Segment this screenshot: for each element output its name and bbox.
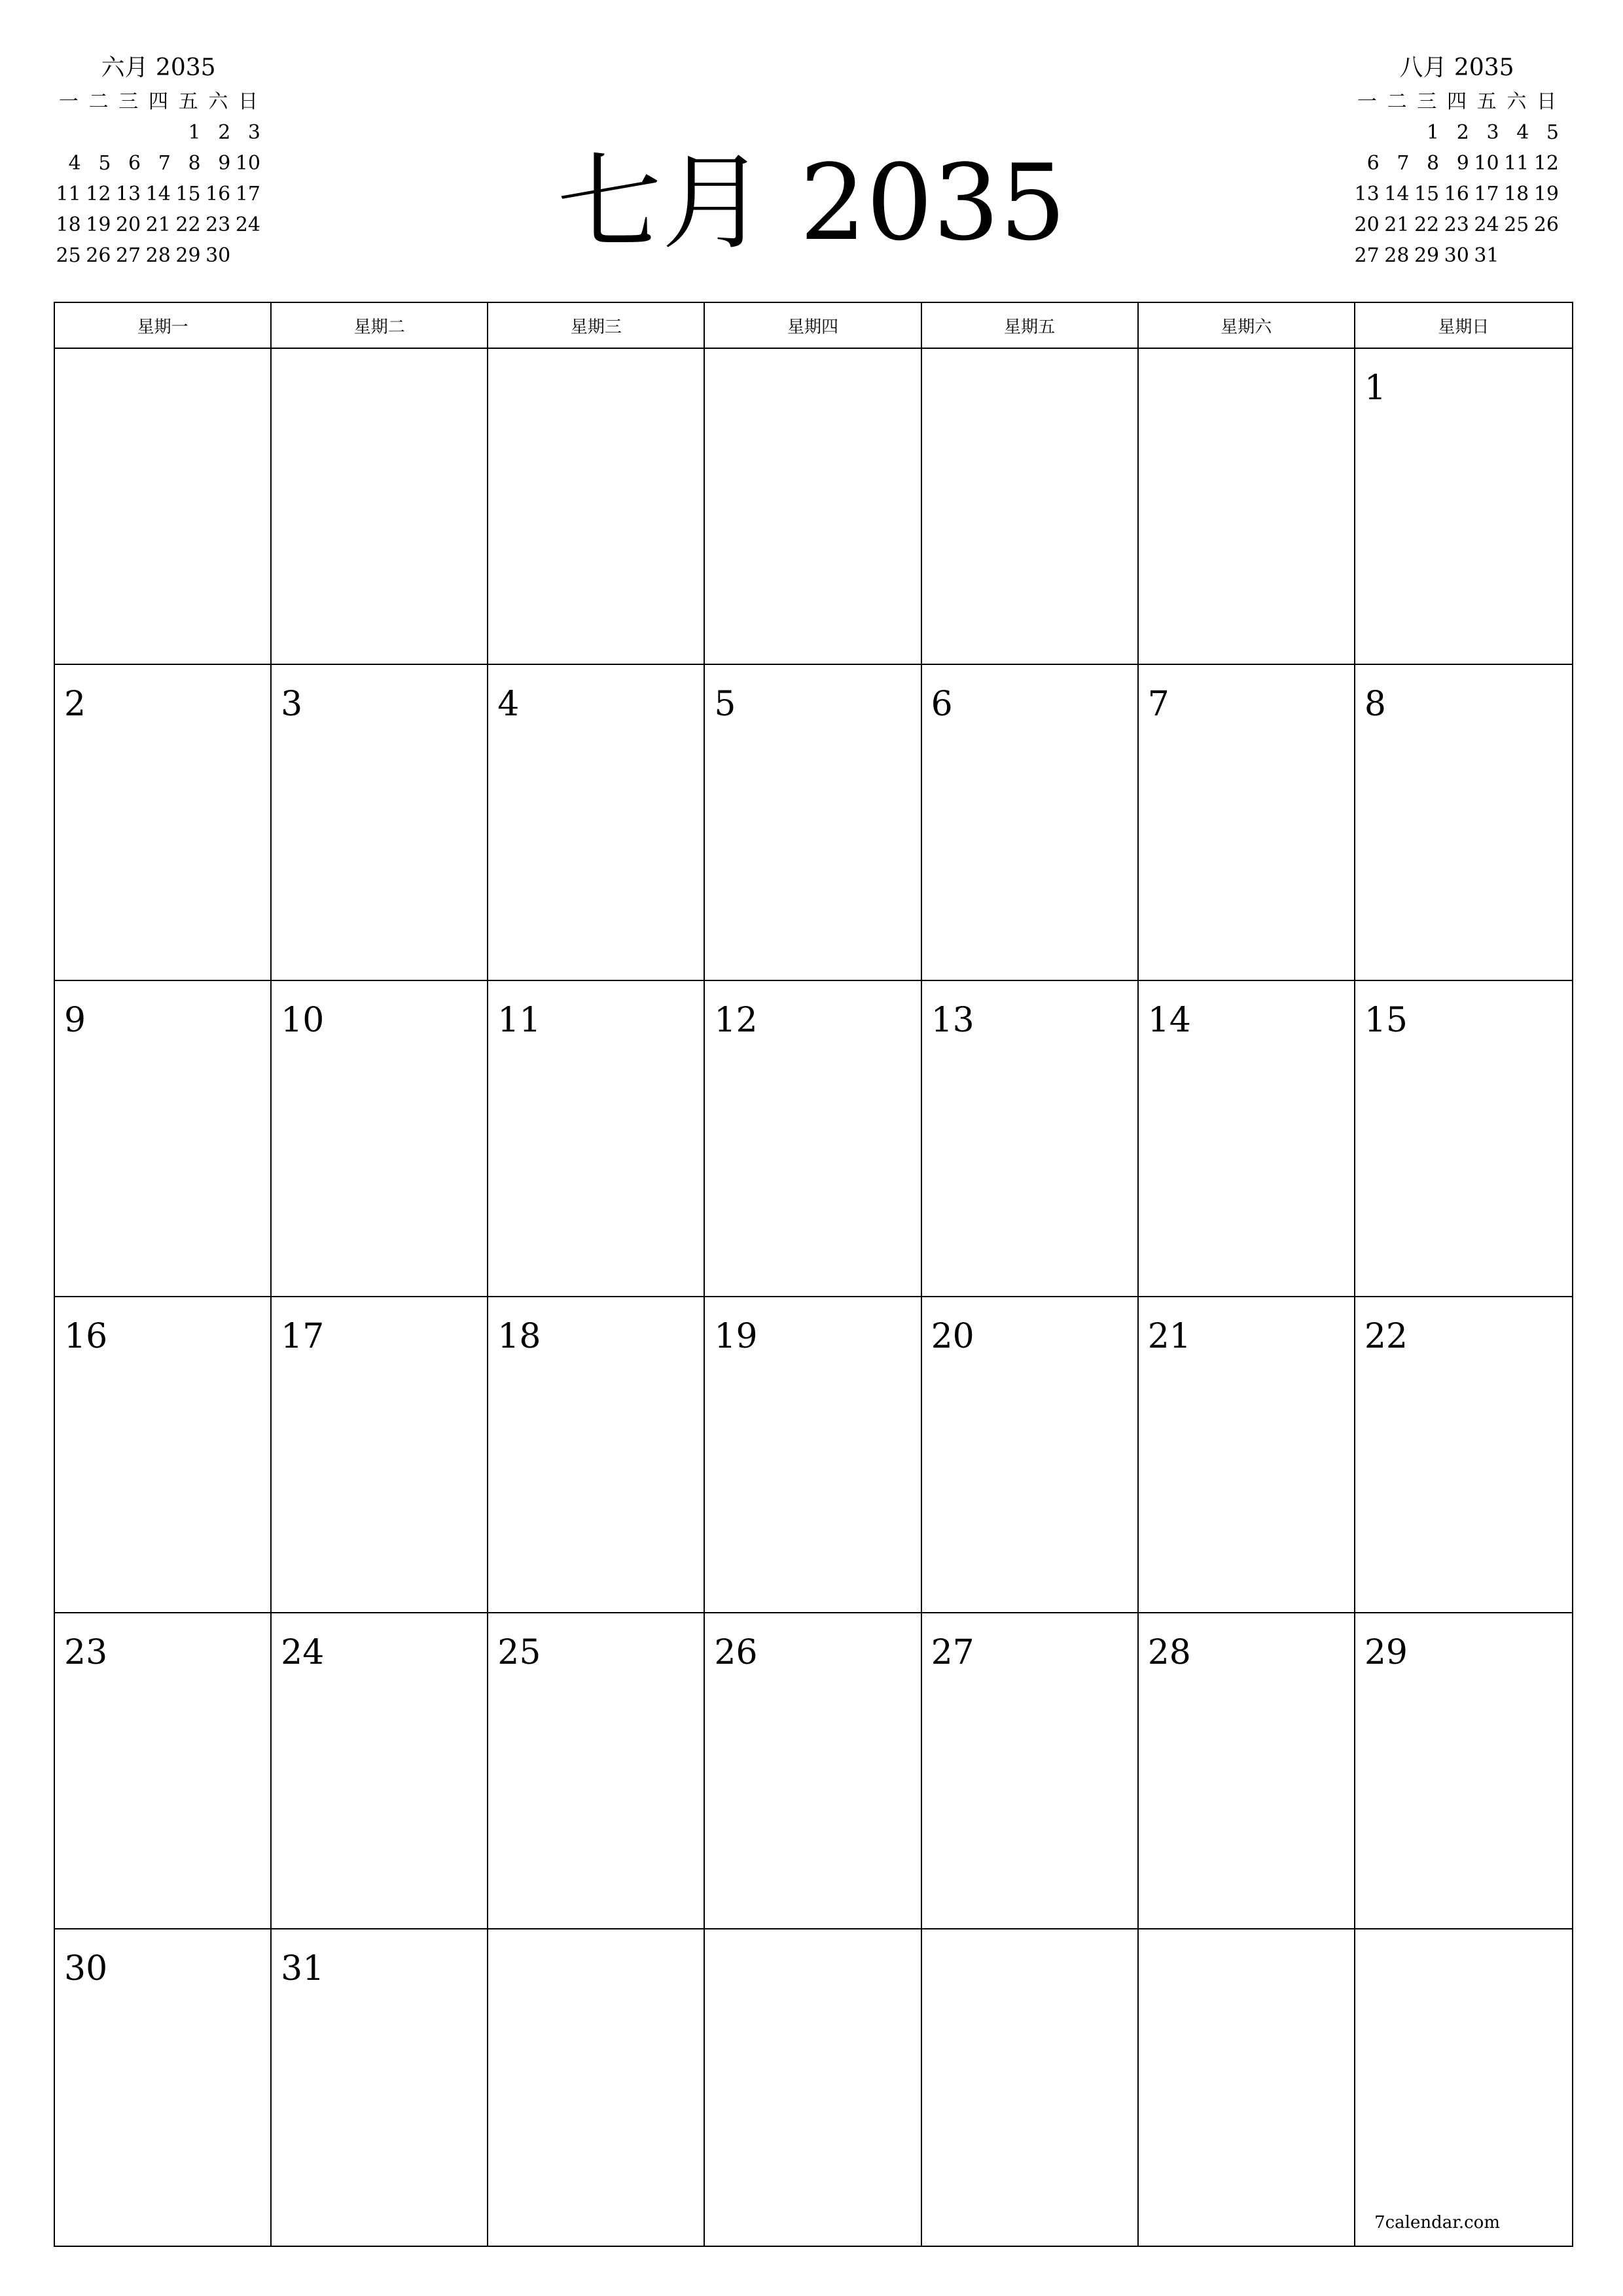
mini-day: 16 (1444, 183, 1469, 206)
mini-day: 12 (86, 183, 111, 206)
day-number: 4 (497, 685, 520, 724)
calendar-title: 七月 2035 (556, 141, 1067, 264)
weekday-header-monday: 星期一 (55, 303, 272, 349)
day-cell[interactable] (1355, 1613, 1572, 1929)
mini-day: 14 (145, 183, 171, 206)
mini-weekday: 二 (1387, 90, 1407, 113)
day-cell[interactable] (55, 665, 272, 981)
mini-day: 25 (1504, 213, 1529, 236)
mini-week-row (1352, 240, 1561, 271)
mini-day: 1 (1427, 121, 1440, 144)
mini-day: 23 (205, 213, 231, 236)
day-number: 10 (281, 1001, 325, 1040)
mini-weekday: 日 (1537, 90, 1557, 113)
day-cell[interactable] (55, 981, 272, 1297)
day-cell[interactable] (488, 1613, 705, 1929)
mini-calendar-weeks (54, 117, 263, 271)
mini-day: 22 (175, 213, 201, 236)
mini-weekday: 五 (1476, 90, 1497, 113)
day-number: 25 (497, 1633, 541, 1672)
weekday-header-friday: 星期五 (922, 303, 1139, 349)
mini-day: 5 (98, 152, 111, 175)
mini-day: 8 (1427, 152, 1440, 175)
mini-day (1502, 240, 1532, 271)
day-cell[interactable] (272, 1297, 488, 1613)
mini-day: 20 (115, 213, 141, 236)
mini-week-row (54, 209, 263, 240)
day-cell[interactable] (1355, 981, 1572, 1297)
mini-day: 18 (1504, 183, 1529, 206)
day-number: 18 (497, 1317, 541, 1356)
mini-day: 28 (1384, 244, 1410, 267)
mini-day: 1 (188, 121, 201, 144)
day-cell[interactable] (922, 1613, 1139, 1929)
weekday-header-thursday: 星期四 (705, 303, 921, 349)
mini-day: 17 (1474, 183, 1499, 206)
day-cell[interactable] (1139, 1929, 1355, 2246)
day-cell[interactable] (705, 349, 921, 665)
day-cell[interactable] (488, 1929, 705, 2246)
day-number: 17 (281, 1317, 325, 1356)
mini-day: 17 (235, 183, 260, 206)
mini-day: 30 (1444, 244, 1469, 267)
mini-day (1352, 117, 1382, 148)
mini-day: 28 (145, 244, 171, 267)
month-grid (54, 302, 1573, 2247)
mini-weekday: 二 (88, 90, 109, 113)
mini-day: 9 (218, 152, 231, 175)
mini-day: 18 (56, 213, 81, 236)
mini-day: 5 (1546, 121, 1559, 144)
mini-day: 16 (205, 183, 231, 206)
mini-day (1382, 117, 1412, 148)
day-cell[interactable] (1139, 981, 1355, 1297)
day-number: 26 (714, 1633, 758, 1672)
mini-day: 7 (1397, 152, 1410, 175)
mini-week-row (1352, 148, 1561, 179)
mini-calendar-next-month (1352, 50, 1561, 271)
day-cell[interactable] (272, 349, 488, 665)
mini-day: 8 (188, 152, 201, 175)
day-number: 31 (281, 1949, 325, 1988)
mini-day (54, 117, 84, 148)
mini-week-row (54, 179, 263, 209)
mini-day: 11 (1504, 152, 1529, 175)
mini-week-row (1352, 179, 1561, 209)
day-cell[interactable] (705, 1929, 921, 2246)
day-number: 30 (64, 1949, 108, 1988)
mini-weekday: 一 (1357, 90, 1377, 113)
day-number: 19 (714, 1317, 758, 1356)
weekday-header-sunday: 星期日 (1355, 303, 1572, 349)
mini-day: 21 (145, 213, 171, 236)
mini-day: 9 (1456, 152, 1469, 175)
mini-week-row (1352, 117, 1561, 148)
day-cell[interactable] (272, 1613, 488, 1929)
day-number: 6 (931, 685, 953, 724)
mini-day: 10 (1474, 152, 1499, 175)
day-cell[interactable] (488, 1297, 705, 1613)
mini-day: 2 (1456, 121, 1469, 144)
mini-day: 10 (235, 152, 260, 175)
day-cell[interactable] (922, 981, 1139, 1297)
mini-calendar-title: 六月 2035 (101, 54, 216, 81)
mini-day (113, 117, 143, 148)
day-cell[interactable] (488, 981, 705, 1297)
mini-day: 14 (1384, 183, 1410, 206)
day-cell[interactable] (1355, 1297, 1572, 1613)
day-number: 14 (1147, 1001, 1191, 1040)
day-cell[interactable] (1139, 1297, 1355, 1613)
day-number: 2 (64, 685, 86, 724)
mini-day: 22 (1414, 213, 1440, 236)
day-number: 28 (1147, 1633, 1191, 1672)
watermark-text: 7calendar.com (1374, 2213, 1500, 2233)
mini-day: 6 (128, 152, 141, 175)
mini-day: 19 (86, 213, 111, 236)
day-cell[interactable] (272, 1929, 488, 2246)
day-cell[interactable] (1355, 349, 1572, 665)
mini-day: 6 (1366, 152, 1380, 175)
mini-day: 26 (1533, 213, 1559, 236)
day-cell[interactable] (705, 981, 921, 1297)
day-cell[interactable] (488, 349, 705, 665)
mini-day: 21 (1384, 213, 1410, 236)
mini-day (233, 240, 263, 271)
mini-weekday-row (54, 86, 263, 117)
mini-weekday: 五 (178, 90, 198, 113)
day-cell[interactable] (1355, 1929, 1572, 2246)
mini-day: 15 (1414, 183, 1440, 206)
mini-weekday-row (1352, 86, 1561, 117)
mini-day (1531, 240, 1561, 271)
mini-calendar-previous-month (54, 50, 263, 271)
mini-day: 24 (1474, 213, 1499, 236)
day-cell[interactable] (1139, 1613, 1355, 1929)
mini-day: 25 (56, 244, 81, 267)
mini-day: 13 (115, 183, 141, 206)
mini-day: 30 (205, 244, 231, 267)
day-cell[interactable] (705, 1613, 921, 1929)
day-cell[interactable] (705, 665, 921, 981)
mini-week-row (54, 148, 263, 179)
mini-day: 24 (235, 213, 260, 236)
day-cell[interactable] (1139, 349, 1355, 665)
day-cell[interactable] (272, 981, 488, 1297)
mini-weekday: 六 (1507, 90, 1527, 113)
mini-day: 2 (218, 121, 231, 144)
mini-day (143, 117, 173, 148)
day-cell[interactable] (922, 349, 1139, 665)
mini-day: 3 (1486, 121, 1499, 144)
mini-day: 26 (86, 244, 111, 267)
mini-calendar-title: 八月 2035 (1399, 54, 1514, 81)
day-cell[interactable] (705, 1297, 921, 1613)
mini-day: 12 (1533, 152, 1559, 175)
day-number: 3 (281, 685, 303, 724)
weekday-header-wednesday: 星期三 (488, 303, 705, 349)
day-number: 7 (1147, 685, 1169, 724)
mini-week-row (54, 117, 263, 148)
day-number: 27 (931, 1633, 974, 1672)
mini-weekday: 四 (148, 90, 168, 113)
day-number: 1 (1364, 368, 1386, 408)
day-cell[interactable] (922, 665, 1139, 981)
mini-weekday: 三 (1417, 90, 1437, 113)
day-cell[interactable] (922, 1929, 1139, 2246)
mini-day: 3 (247, 121, 260, 144)
mini-day: 11 (56, 183, 81, 206)
mini-weekday: 日 (238, 90, 259, 113)
mini-day: 29 (1414, 244, 1440, 267)
mini-day: 4 (1516, 121, 1529, 144)
day-number: 29 (1364, 1633, 1408, 1672)
day-cell[interactable] (55, 1929, 272, 2246)
day-cell[interactable] (55, 1613, 272, 1929)
day-number: 20 (931, 1317, 974, 1356)
mini-week-row (54, 240, 263, 271)
mini-weekday: 三 (118, 90, 139, 113)
mini-weekday: 六 (208, 90, 228, 113)
mini-day (84, 117, 114, 148)
mini-day: 15 (175, 183, 201, 206)
mini-day: 4 (68, 152, 81, 175)
mini-day: 13 (1354, 183, 1380, 206)
day-number: 8 (1364, 685, 1386, 724)
mini-week-row (1352, 209, 1561, 240)
day-cell[interactable] (272, 665, 488, 981)
day-number: 13 (931, 1001, 974, 1040)
day-number: 9 (64, 1001, 86, 1040)
mini-weekday: 一 (58, 90, 79, 113)
mini-day: 27 (1354, 244, 1380, 267)
day-cell[interactable] (1139, 665, 1355, 981)
mini-day: 27 (115, 244, 141, 267)
day-cell[interactable] (55, 349, 272, 665)
day-number: 21 (1147, 1317, 1191, 1356)
weekday-header-saturday: 星期六 (1139, 303, 1355, 349)
day-cell[interactable] (1355, 665, 1572, 981)
mini-calendar-weeks (1352, 117, 1561, 271)
mini-day: 20 (1354, 213, 1380, 236)
day-number: 24 (281, 1633, 325, 1672)
day-cell[interactable] (922, 1297, 1139, 1613)
day-number: 12 (714, 1001, 758, 1040)
day-cell[interactable] (55, 1297, 272, 1613)
mini-day: 31 (1474, 244, 1499, 267)
mini-day: 23 (1444, 213, 1469, 236)
mini-day: 29 (175, 244, 201, 267)
mini-day: 7 (158, 152, 171, 175)
day-number: 22 (1364, 1317, 1408, 1356)
day-number: 5 (714, 685, 736, 724)
day-number: 23 (64, 1633, 108, 1672)
day-number: 11 (497, 1001, 541, 1040)
mini-weekday: 四 (1446, 90, 1467, 113)
day-cell[interactable] (488, 665, 705, 981)
mini-day: 19 (1533, 183, 1559, 206)
day-number: 16 (64, 1317, 108, 1356)
weekday-header-tuesday: 星期二 (272, 303, 488, 349)
day-number: 15 (1364, 1001, 1408, 1040)
